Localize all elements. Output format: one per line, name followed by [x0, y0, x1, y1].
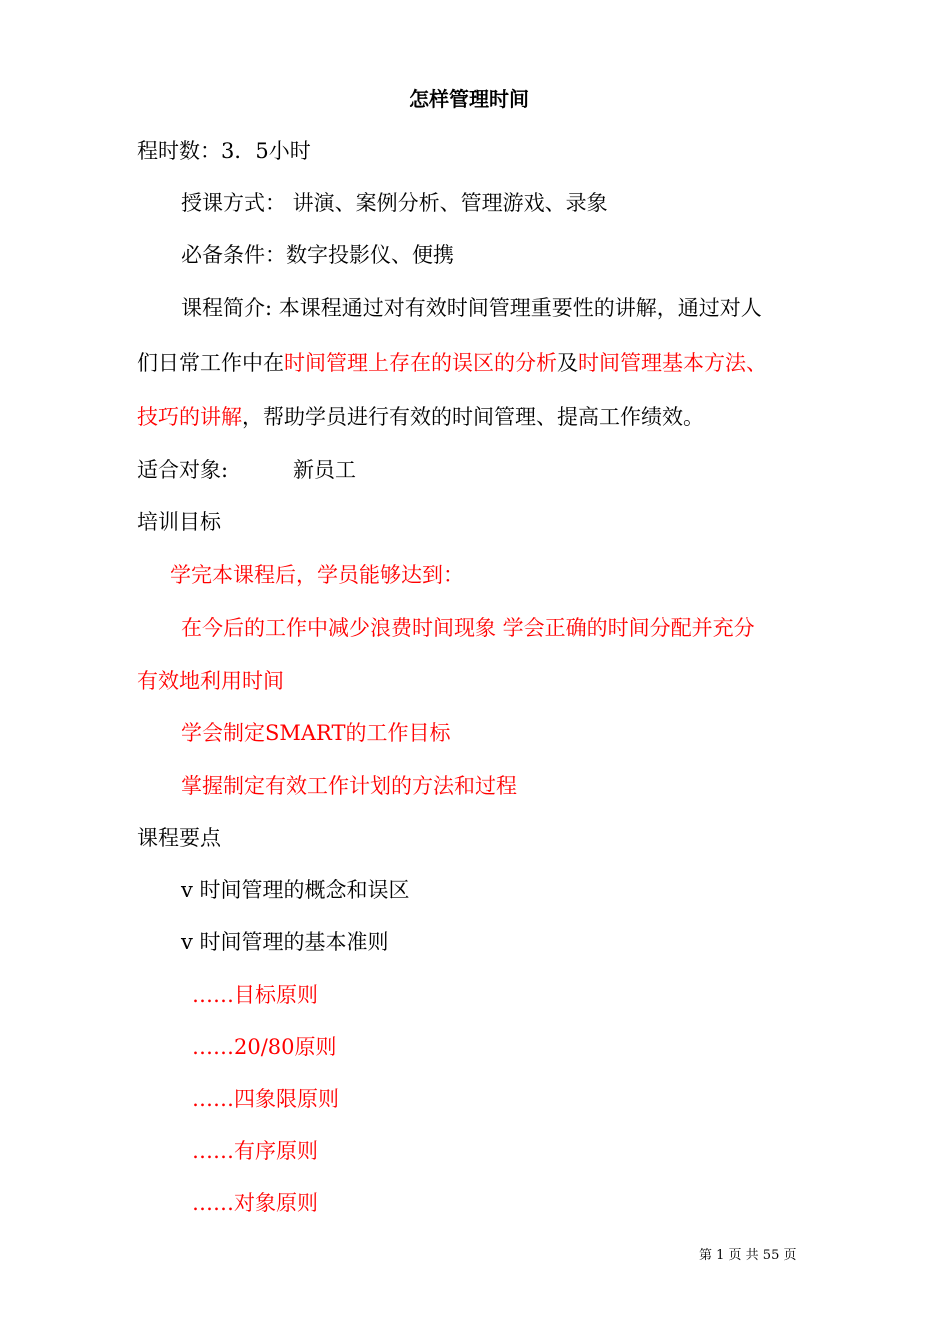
audience-label: 适合对象: [137, 458, 229, 482]
goal-item-1-line-1: 在今后的工作中减少浪费时间现象 学会正确的时间分配并充分 [181, 616, 755, 640]
goal-item-2: 学会制定SMART的工作目标 [181, 721, 451, 745]
goals-heading: 培训目标 [137, 510, 221, 534]
intro-text: ，帮助学员进行有效的时间管理、提高工作绩效。 [242, 405, 704, 429]
course-hours: 程时数：3．5小时 [137, 139, 311, 163]
principle-item: ……目标原则 [192, 983, 318, 1007]
principle-item: ……对象原则 [192, 1191, 318, 1215]
page-footer: 第 1 页 共 55 页 [699, 1248, 797, 1263]
intro-text: 及 [557, 351, 578, 375]
goal-item-1-line-2: 有效地利用时间 [137, 669, 284, 693]
key-point-bullet: v 时间管理的基本准则 [181, 930, 389, 954]
document-title: 怎样管理时间 [409, 87, 529, 111]
intro-line-1: 课程简介: 本课程通过对有效时间管理重要性的讲解，通过对人 [181, 296, 762, 320]
audience-value: 新员工 [293, 458, 356, 482]
goal-item-3: 掌握制定有效工作计划的方法和过程 [181, 774, 517, 798]
intro-highlight: 时间管理基本方法、 [578, 351, 767, 375]
principle-item: ……有序原则 [192, 1139, 318, 1163]
requirements: 必备条件：数字投影仪、便携 [181, 243, 454, 267]
goals-lead: 学完本课程后，学员能够达到： [170, 563, 464, 587]
key-point-bullet: v 时间管理的概念和误区 [181, 878, 410, 902]
teaching-method: 授课方式： 讲演、案例分析、管理游戏、录象 [181, 191, 608, 215]
key-points-heading: 课程要点 [137, 826, 221, 850]
intro-highlight: 时间管理上存在的误区的分析 [284, 351, 557, 375]
intro-highlight: 技巧的讲解 [137, 405, 242, 429]
intro-line-2 [137, 349, 767, 377]
principle-item: ……四象限原则 [192, 1087, 339, 1111]
principle-item: ……20/80原则 [192, 1035, 337, 1059]
intro-line-3 [137, 403, 704, 431]
intro-text: 们日常工作中在 [137, 351, 284, 375]
